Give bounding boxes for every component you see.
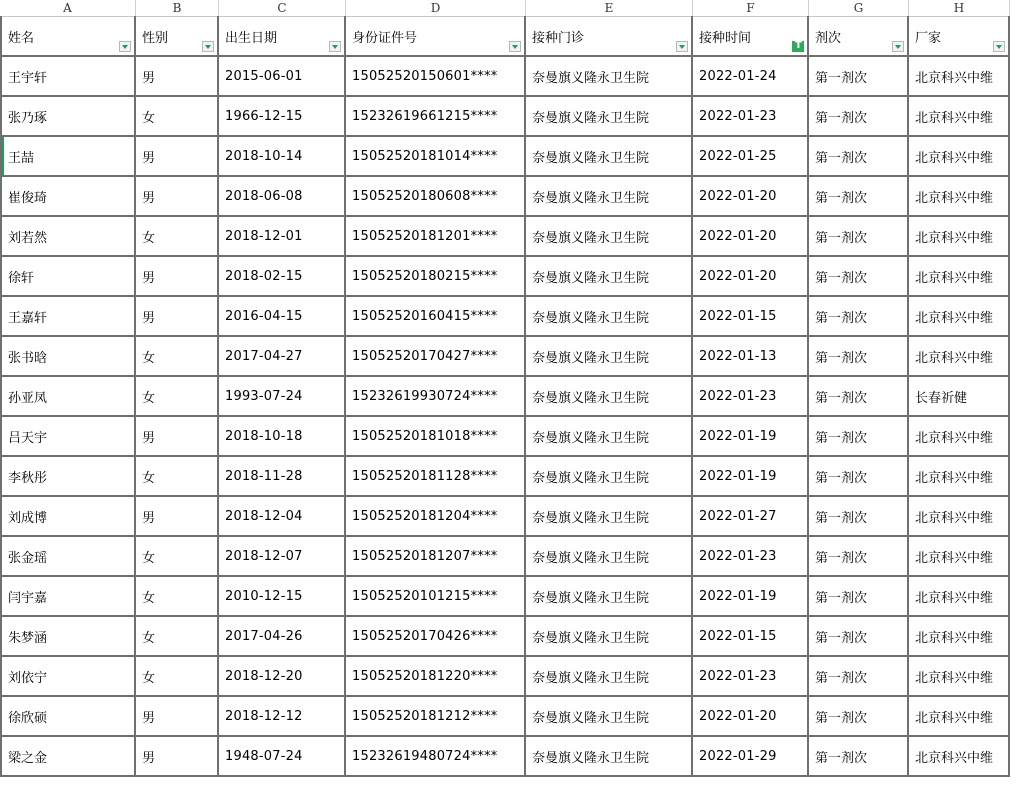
- table-cell[interactable]: 15052520181220****: [346, 657, 526, 697]
- table-cell[interactable]: 15052520181201****: [346, 217, 526, 257]
- header-label: 出生日期: [225, 31, 278, 46]
- table-cell[interactable]: 2017-04-27: [219, 337, 346, 377]
- header-row: [0, 16, 1010, 57]
- table-cell[interactable]: 2022-01-19: [693, 577, 809, 617]
- table-cell[interactable]: 2022-01-19: [693, 457, 809, 497]
- table-cell[interactable]: 女: [136, 377, 219, 417]
- table-row: [0, 737, 1010, 777]
- table-cell[interactable]: 奈曼旗义隆永卫生院: [526, 417, 693, 457]
- filter-dropdown-icon[interactable]: [119, 41, 131, 52]
- row-selection-marker: [2, 137, 4, 177]
- column-letter-c[interactable]: C: [219, 0, 346, 16]
- table-cell[interactable]: 北京科兴中维: [909, 177, 1010, 217]
- table-cell[interactable]: 女: [136, 217, 219, 257]
- table-row: [0, 617, 1010, 657]
- table-cell[interactable]: 男: [136, 737, 219, 777]
- table-cell[interactable]: 女: [136, 657, 219, 697]
- table-cell[interactable]: 15052520181204****: [346, 497, 526, 537]
- table-cell[interactable]: 闫宇嘉: [0, 577, 136, 617]
- table-cell[interactable]: 第一剂次: [809, 257, 909, 297]
- table-cell[interactable]: 15052520181014****: [346, 137, 526, 177]
- table-cell[interactable]: 1948-07-24: [219, 737, 346, 777]
- table-cell[interactable]: 北京科兴中维: [909, 297, 1010, 337]
- header-cell[interactable]: [809, 16, 909, 57]
- table-cell[interactable]: 女: [136, 617, 219, 657]
- table-cell[interactable]: 2022-01-23: [693, 537, 809, 577]
- column-letter-h[interactable]: H: [909, 0, 1010, 16]
- table-cell[interactable]: 2022-01-15: [693, 617, 809, 657]
- table-cell[interactable]: 2022-01-23: [693, 97, 809, 137]
- table-cell[interactable]: 第一剂次: [809, 577, 909, 617]
- table-cell[interactable]: 北京科兴中维: [909, 137, 1010, 177]
- table-cell[interactable]: 北京科兴中维: [909, 497, 1010, 537]
- table-cell[interactable]: 15052520180608****: [346, 177, 526, 217]
- column-letter-d[interactable]: D: [346, 0, 526, 16]
- table-cell[interactable]: 2018-12-07: [219, 537, 346, 577]
- table-cell[interactable]: 奈曼旗义隆永卫生院: [526, 57, 693, 97]
- table-cell[interactable]: 1966-12-15: [219, 97, 346, 137]
- table-cell[interactable]: 男: [136, 697, 219, 737]
- table-cell[interactable]: 第一剂次: [809, 537, 909, 577]
- header-label: 姓名: [8, 31, 35, 46]
- table-cell[interactable]: 第一剂次: [809, 497, 909, 537]
- table-cell[interactable]: 第一剂次: [809, 297, 909, 337]
- table-cell[interactable]: 第一剂次: [809, 97, 909, 137]
- table-cell[interactable]: 朱梦涵: [0, 617, 136, 657]
- table-cell[interactable]: 2022-01-23: [693, 657, 809, 697]
- table-cell[interactable]: 2022-01-20: [693, 697, 809, 737]
- table-cell[interactable]: 第一剂次: [809, 337, 909, 377]
- filter-active-icon[interactable]: [792, 41, 804, 52]
- table-cell[interactable]: 奈曼旗义隆永卫生院: [526, 217, 693, 257]
- table-cell[interactable]: 第一剂次: [809, 137, 909, 177]
- table-cell[interactable]: 男: [136, 137, 219, 177]
- header-label: 接种门诊: [532, 31, 585, 46]
- table-row: [0, 257, 1010, 297]
- column-letter-g[interactable]: G: [809, 0, 909, 16]
- table-cell[interactable]: 2017-04-26: [219, 617, 346, 657]
- table-cell[interactable]: 2018-12-12: [219, 697, 346, 737]
- table-cell[interactable]: 徐欣硕: [0, 697, 136, 737]
- table-cell[interactable]: 奈曼旗义隆永卫生院: [526, 497, 693, 537]
- table-cell[interactable]: 张书晗: [0, 337, 136, 377]
- table-cell[interactable]: 北京科兴中维: [909, 337, 1010, 377]
- table-cell[interactable]: 男: [136, 497, 219, 537]
- filter-dropdown-icon[interactable]: [993, 41, 1005, 52]
- table-cell[interactable]: 奈曼旗义隆永卫生院: [526, 177, 693, 217]
- table-cell[interactable]: 第一剂次: [809, 57, 909, 97]
- table-row: [0, 497, 1010, 537]
- table-cell[interactable]: 奈曼旗义隆永卫生院: [526, 97, 693, 137]
- table-cell[interactable]: 奈曼旗义隆永卫生院: [526, 137, 693, 177]
- table-cell[interactable]: 崔俊琦: [0, 177, 136, 217]
- column-letter-f[interactable]: F: [693, 0, 809, 16]
- table-cell[interactable]: 奈曼旗义隆永卫生院: [526, 537, 693, 577]
- filter-dropdown-icon[interactable]: [202, 41, 214, 52]
- table-cell[interactable]: 2018-12-04: [219, 497, 346, 537]
- table-cell[interactable]: 长春祈健: [909, 377, 1010, 417]
- header-cell[interactable]: [526, 16, 693, 57]
- table-cell[interactable]: 15052520160415****: [346, 297, 526, 337]
- table-cell[interactable]: 第一剂次: [809, 737, 909, 777]
- table-cell[interactable]: 女: [136, 577, 219, 617]
- table-cell[interactable]: 张金瑶: [0, 537, 136, 577]
- table-cell[interactable]: 男: [136, 177, 219, 217]
- table-cell[interactable]: 女: [136, 537, 219, 577]
- table-row: [0, 297, 1010, 337]
- table-row: [0, 137, 1010, 177]
- table-cell[interactable]: 第一剂次: [809, 417, 909, 457]
- table-cell[interactable]: 奈曼旗义隆永卫生院: [526, 577, 693, 617]
- header-cell[interactable]: [693, 16, 809, 57]
- table-cell[interactable]: 2018-11-28: [219, 457, 346, 497]
- table-cell[interactable]: 梁之金: [0, 737, 136, 777]
- table-cell[interactable]: 15052520181207****: [346, 537, 526, 577]
- table-cell[interactable]: 第一剂次: [809, 217, 909, 257]
- table-cell[interactable]: 15052520181018****: [346, 417, 526, 457]
- table-cell[interactable]: 15232619480724****: [346, 737, 526, 777]
- table-cell[interactable]: 奈曼旗义隆永卫生院: [526, 697, 693, 737]
- table-cell[interactable]: 北京科兴中维: [909, 57, 1010, 97]
- table-cell[interactable]: 2022-01-13: [693, 337, 809, 377]
- table-cell[interactable]: 2022-01-20: [693, 177, 809, 217]
- table-cell[interactable]: 北京科兴中维: [909, 577, 1010, 617]
- table-cell[interactable]: 男: [136, 257, 219, 297]
- table-cell[interactable]: 2018-10-14: [219, 137, 346, 177]
- table-cell[interactable]: 2010-12-15: [219, 577, 346, 617]
- table-row: [0, 57, 1010, 97]
- table-cell[interactable]: 2022-01-20: [693, 257, 809, 297]
- table-cell[interactable]: 奈曼旗义隆永卫生院: [526, 617, 693, 657]
- header-label: 剂次: [815, 31, 842, 46]
- table-cell[interactable]: 北京科兴中维: [909, 697, 1010, 737]
- table-cell[interactable]: 奈曼旗义隆永卫生院: [526, 457, 693, 497]
- table-cell[interactable]: 15052520181212****: [346, 697, 526, 737]
- header-cell[interactable]: [909, 16, 1010, 57]
- table-cell[interactable]: 2022-01-27: [693, 497, 809, 537]
- table-cell[interactable]: 刘依宁: [0, 657, 136, 697]
- table-cell[interactable]: 15052520150601****: [346, 57, 526, 97]
- filter-dropdown-icon[interactable]: [676, 41, 688, 52]
- header-cell[interactable]: [219, 16, 346, 57]
- table-cell[interactable]: 15232619661215****: [346, 97, 526, 137]
- table-cell[interactable]: 奈曼旗义隆永卫生院: [526, 257, 693, 297]
- table-cell[interactable]: 第一剂次: [809, 377, 909, 417]
- filter-dropdown-icon[interactable]: [329, 41, 341, 52]
- table-cell[interactable]: 2022-01-15: [693, 297, 809, 337]
- table-cell[interactable]: 第一剂次: [809, 657, 909, 697]
- filter-dropdown-icon[interactable]: [509, 41, 521, 52]
- header-cell[interactable]: [136, 16, 219, 57]
- table-cell[interactable]: 刘若然: [0, 217, 136, 257]
- table-cell[interactable]: 奈曼旗义隆永卫生院: [526, 657, 693, 697]
- table-cell[interactable]: 女: [136, 97, 219, 137]
- header-cell[interactable]: [0, 16, 136, 57]
- table-cell[interactable]: 奈曼旗义隆永卫生院: [526, 337, 693, 377]
- header-label: 性别: [142, 31, 169, 46]
- table-cell[interactable]: 北京科兴中维: [909, 417, 1010, 457]
- table-row: [0, 377, 1010, 417]
- table-row: [0, 697, 1010, 737]
- table-row: [0, 457, 1010, 497]
- table-cell[interactable]: 男: [136, 417, 219, 457]
- table-cell[interactable]: 女: [136, 457, 219, 497]
- table-cell[interactable]: 2018-12-01: [219, 217, 346, 257]
- table-cell[interactable]: 男: [136, 297, 219, 337]
- table-cell[interactable]: 奈曼旗义隆永卫生院: [526, 737, 693, 777]
- table-cell[interactable]: 15052520180215****: [346, 257, 526, 297]
- table-cell[interactable]: 北京科兴中维: [909, 257, 1010, 297]
- table-row: [0, 337, 1010, 377]
- table-cell[interactable]: 孙亚凤: [0, 377, 136, 417]
- table-cell[interactable]: 北京科兴中维: [909, 737, 1010, 777]
- table-cell[interactable]: 15052520170427****: [346, 337, 526, 377]
- filter-dropdown-icon[interactable]: [892, 41, 904, 52]
- column-letter-b[interactable]: B: [136, 0, 219, 16]
- table-cell[interactable]: 吕天宇: [0, 417, 136, 457]
- table-cell[interactable]: 第一剂次: [809, 177, 909, 217]
- table-row: [0, 577, 1010, 617]
- table-cell[interactable]: 第一剂次: [809, 457, 909, 497]
- table-cell[interactable]: 2016-04-15: [219, 297, 346, 337]
- table-cell[interactable]: 张乃琢: [0, 97, 136, 137]
- column-letter-e[interactable]: E: [526, 0, 693, 16]
- table-row: [0, 537, 1010, 577]
- table-cell[interactable]: 15052520181128****: [346, 457, 526, 497]
- table-cell[interactable]: 2018-02-15: [219, 257, 346, 297]
- table-cell[interactable]: 女: [136, 337, 219, 377]
- table-cell[interactable]: 15052520170426****: [346, 617, 526, 657]
- column-header-bar: [0, 0, 1010, 17]
- table-cell[interactable]: 2018-12-20: [219, 657, 346, 697]
- table-cell[interactable]: 王宇轩: [0, 57, 136, 97]
- table-cell[interactable]: 2022-01-25: [693, 137, 809, 177]
- header-label: 接种时间: [699, 31, 752, 46]
- table-cell[interactable]: 王喆: [0, 137, 136, 177]
- table-cell[interactable]: 2018-06-08: [219, 177, 346, 217]
- table-cell[interactable]: 15232619930724****: [346, 377, 526, 417]
- table-cell[interactable]: 李秋彤: [0, 457, 136, 497]
- table-row: [0, 97, 1010, 137]
- table-cell[interactable]: 刘成博: [0, 497, 136, 537]
- table-cell[interactable]: 15052520101215****: [346, 577, 526, 617]
- table-cell[interactable]: 第一剂次: [809, 617, 909, 657]
- table-row: [0, 177, 1010, 217]
- table-row: [0, 657, 1010, 697]
- header-cell[interactable]: [346, 16, 526, 57]
- table-cell[interactable]: 北京科兴中维: [909, 457, 1010, 497]
- table-cell[interactable]: 2022-01-24: [693, 57, 809, 97]
- table-cell[interactable]: 2022-01-19: [693, 417, 809, 457]
- header-label: 厂家: [915, 31, 942, 46]
- header-label: 身份证件号: [352, 31, 418, 46]
- table-cell[interactable]: 徐轩: [0, 257, 136, 297]
- table-cell[interactable]: 北京科兴中维: [909, 657, 1010, 697]
- table-cell[interactable]: 2018-10-18: [219, 417, 346, 457]
- table-row: [0, 217, 1010, 257]
- table-cell[interactable]: 北京科兴中维: [909, 617, 1010, 657]
- table-cell[interactable]: 北京科兴中维: [909, 217, 1010, 257]
- table-cell[interactable]: 奈曼旗义隆永卫生院: [526, 377, 693, 417]
- table-cell[interactable]: 2015-06-01: [219, 57, 346, 97]
- table-cell[interactable]: 北京科兴中维: [909, 97, 1010, 137]
- filter-glyph: T: [795, 40, 802, 51]
- table-cell[interactable]: 2022-01-29: [693, 737, 809, 777]
- table-cell[interactable]: 奈曼旗义隆永卫生院: [526, 297, 693, 337]
- table-row: [0, 417, 1010, 457]
- table-cell[interactable]: 第一剂次: [809, 697, 909, 737]
- table-cell[interactable]: 王嘉轩: [0, 297, 136, 337]
- table-cell[interactable]: 男: [136, 57, 219, 97]
- table-cell[interactable]: 2022-01-20: [693, 217, 809, 257]
- table-cell[interactable]: 1993-07-24: [219, 377, 346, 417]
- column-letter-a[interactable]: A: [0, 0, 136, 16]
- table-cell[interactable]: 北京科兴中维: [909, 537, 1010, 577]
- table-cell[interactable]: 2022-01-23: [693, 377, 809, 417]
